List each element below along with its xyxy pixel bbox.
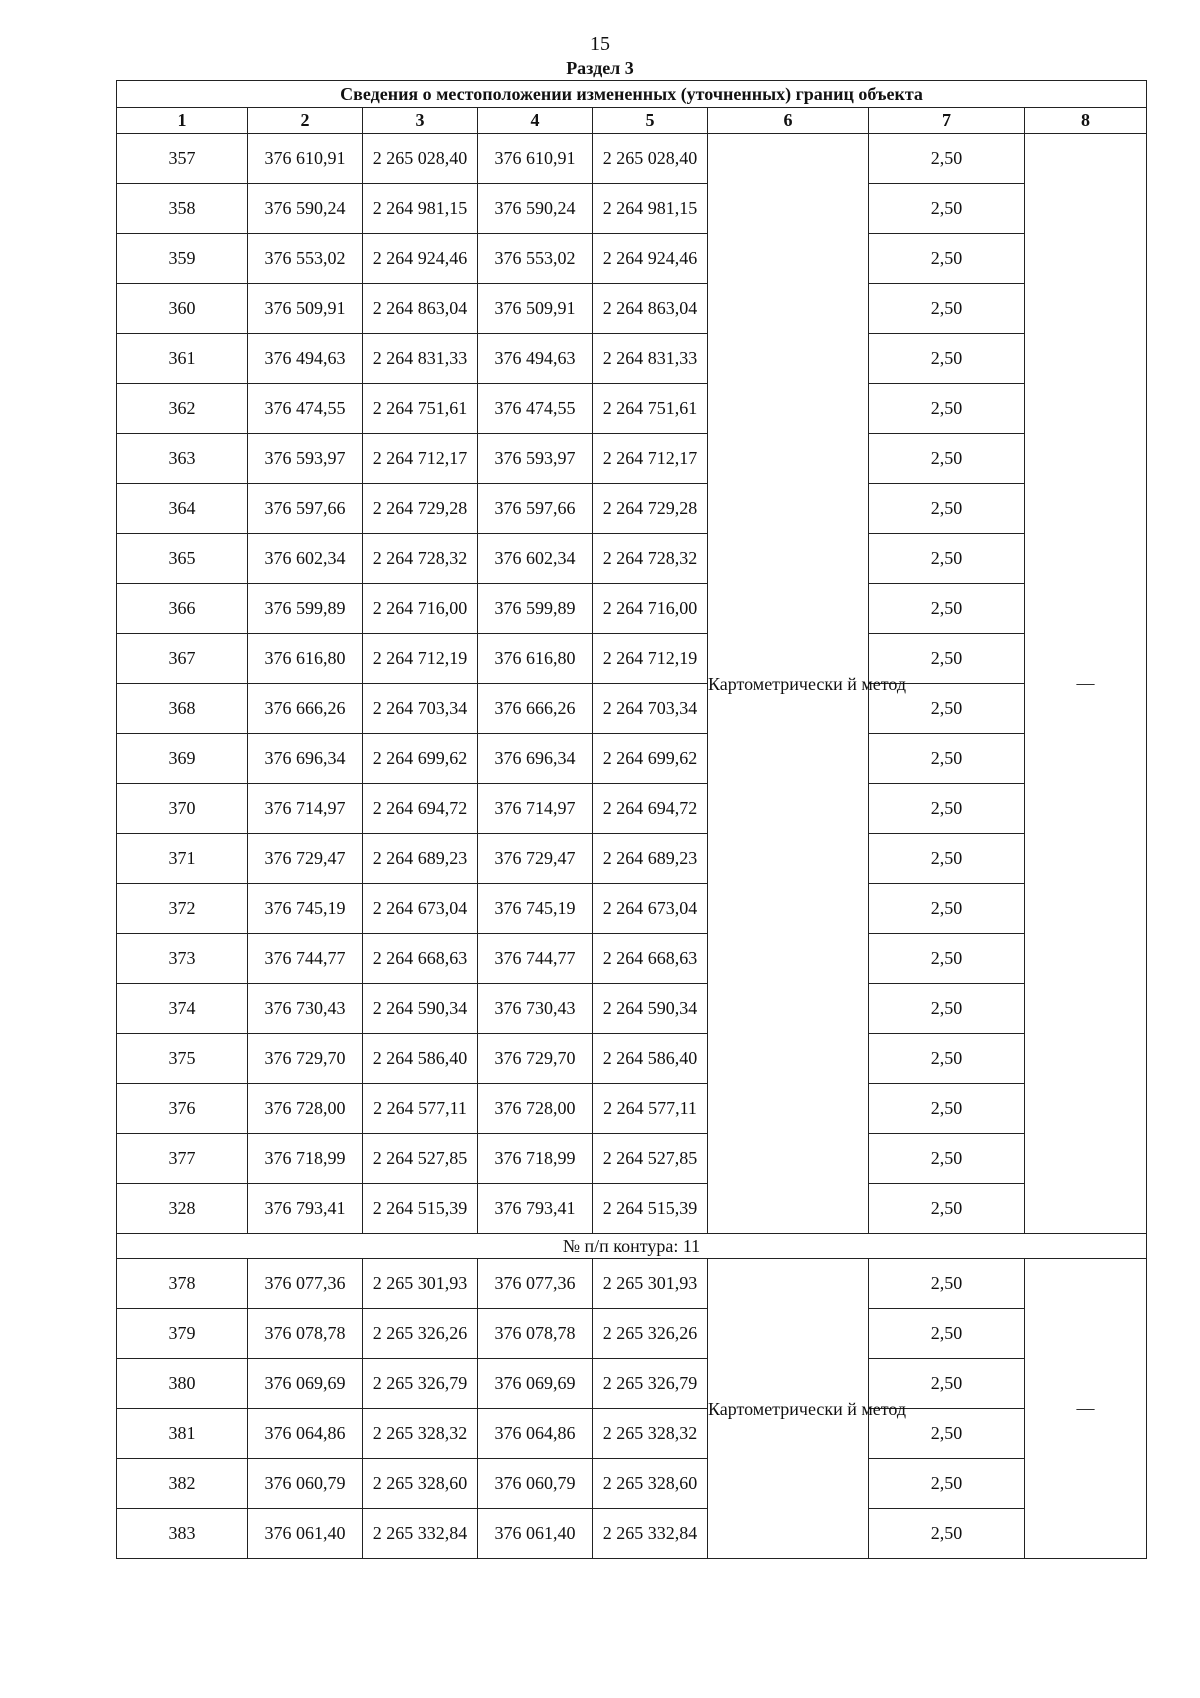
table-caption-row	[117, 81, 1147, 108]
y-new-cell: 2 264 689,23	[593, 834, 708, 884]
x-new-cell: 376 553,02	[478, 234, 593, 284]
x-new-cell: 376 744,77	[478, 934, 593, 984]
accuracy-cell: 2,50	[869, 1459, 1025, 1509]
table-row	[117, 834, 1147, 884]
y-existing-cell: 2 264 673,04	[363, 884, 478, 934]
x-new-cell: 376 509,91	[478, 284, 593, 334]
x-new-cell: 376 666,26	[478, 684, 593, 734]
table-row	[117, 334, 1147, 384]
y-new-cell: 2 265 328,60	[593, 1459, 708, 1509]
point-number-cell: 357	[117, 134, 248, 184]
accuracy-cell: 2,50	[869, 784, 1025, 834]
y-new-cell: 2 264 712,17	[593, 434, 708, 484]
y-new-cell: 2 265 326,79	[593, 1359, 708, 1409]
x-new-cell: 376 069,69	[478, 1359, 593, 1409]
column-8-cell: —	[1025, 1259, 1147, 1559]
y-new-cell: 2 264 590,34	[593, 984, 708, 1034]
table-row	[117, 284, 1147, 334]
table-row	[117, 984, 1147, 1034]
x-existing-cell: 376 077,36	[248, 1259, 363, 1309]
accuracy-cell: 2,50	[869, 134, 1025, 184]
y-new-cell: 2 264 703,34	[593, 684, 708, 734]
y-existing-cell: 2 264 703,34	[363, 684, 478, 734]
point-number-cell: 382	[117, 1459, 248, 1509]
accuracy-cell: 2,50	[869, 1409, 1025, 1459]
x-new-cell: 376 590,24	[478, 184, 593, 234]
point-number-cell: 328	[117, 1184, 248, 1234]
y-new-cell: 2 264 831,33	[593, 334, 708, 384]
column-header: 4	[478, 108, 593, 134]
table-row	[117, 1359, 1147, 1409]
x-existing-cell: 376 069,69	[248, 1359, 363, 1409]
x-new-cell: 376 729,47	[478, 834, 593, 884]
table-row	[117, 484, 1147, 534]
y-existing-cell: 2 264 694,72	[363, 784, 478, 834]
x-existing-cell: 376 729,47	[248, 834, 363, 884]
point-number-cell: 367	[117, 634, 248, 684]
y-existing-cell: 2 264 515,39	[363, 1184, 478, 1234]
x-existing-cell: 376 728,00	[248, 1084, 363, 1134]
accuracy-cell: 2,50	[869, 934, 1025, 984]
table-row	[117, 1084, 1147, 1134]
y-new-cell: 2 264 577,11	[593, 1084, 708, 1134]
y-new-cell: 2 264 863,04	[593, 284, 708, 334]
accuracy-cell: 2,50	[869, 1509, 1025, 1559]
y-new-cell: 2 264 673,04	[593, 884, 708, 934]
x-existing-cell: 376 616,80	[248, 634, 363, 684]
x-existing-cell: 376 474,55	[248, 384, 363, 434]
method-cell: Картометрически й метод	[708, 134, 869, 1234]
accuracy-cell: 2,50	[869, 1084, 1025, 1134]
point-number-cell: 369	[117, 734, 248, 784]
y-existing-cell: 2 264 577,11	[363, 1084, 478, 1134]
x-new-cell: 376 729,70	[478, 1034, 593, 1084]
accuracy-cell: 2,50	[869, 734, 1025, 784]
column-header: 5	[593, 108, 708, 134]
y-existing-cell: 2 264 981,15	[363, 184, 478, 234]
accuracy-cell: 2,50	[869, 1034, 1025, 1084]
x-new-cell: 376 078,78	[478, 1309, 593, 1359]
point-number-cell: 371	[117, 834, 248, 884]
y-new-cell: 2 265 328,32	[593, 1409, 708, 1459]
method-cell: Картометрически й метод	[708, 1259, 869, 1559]
x-new-cell: 376 474,55	[478, 384, 593, 434]
y-new-cell: 2 265 028,40	[593, 134, 708, 184]
point-number-cell: 365	[117, 534, 248, 584]
y-existing-cell: 2 265 328,60	[363, 1459, 478, 1509]
y-existing-cell: 2 265 332,84	[363, 1509, 478, 1559]
point-number-cell: 361	[117, 334, 248, 384]
point-number-cell: 368	[117, 684, 248, 734]
y-existing-cell: 2 265 301,93	[363, 1259, 478, 1309]
page-number: 15	[590, 33, 610, 55]
y-new-cell: 2 264 699,62	[593, 734, 708, 784]
y-existing-cell: 2 264 527,85	[363, 1134, 478, 1184]
x-new-cell: 376 593,97	[478, 434, 593, 484]
x-existing-cell: 376 745,19	[248, 884, 363, 934]
y-existing-cell: 2 264 586,40	[363, 1034, 478, 1084]
y-new-cell: 2 264 586,40	[593, 1034, 708, 1084]
column-header: 1	[117, 108, 248, 134]
table-row	[117, 1259, 1147, 1309]
x-new-cell: 376 728,00	[478, 1084, 593, 1134]
accuracy-cell: 2,50	[869, 584, 1025, 634]
column-header: 6	[708, 108, 869, 134]
contour-label-row	[117, 1234, 1147, 1259]
y-existing-cell: 2 264 699,62	[363, 734, 478, 784]
point-number-cell: 373	[117, 934, 248, 984]
y-new-cell: 2 264 716,00	[593, 584, 708, 634]
y-new-cell: 2 264 694,72	[593, 784, 708, 834]
table-row	[117, 1134, 1147, 1184]
x-new-cell: 376 616,80	[478, 634, 593, 684]
y-new-cell: 2 264 981,15	[593, 184, 708, 234]
point-number-cell: 380	[117, 1359, 248, 1409]
x-existing-cell: 376 718,99	[248, 1134, 363, 1184]
point-number-cell: 381	[117, 1409, 248, 1459]
table-row	[117, 1409, 1147, 1459]
accuracy-cell: 2,50	[869, 284, 1025, 334]
y-existing-cell: 2 265 326,26	[363, 1309, 478, 1359]
x-existing-cell: 376 744,77	[248, 934, 363, 984]
accuracy-cell: 2,50	[869, 1259, 1025, 1309]
table-body	[117, 134, 1147, 1559]
table-row	[117, 134, 1147, 184]
table-row	[117, 384, 1147, 434]
x-existing-cell: 376 714,97	[248, 784, 363, 834]
column-header: 2	[248, 108, 363, 134]
table-row	[117, 234, 1147, 284]
x-existing-cell: 376 509,91	[248, 284, 363, 334]
accuracy-cell: 2,50	[869, 634, 1025, 684]
point-number-cell: 370	[117, 784, 248, 834]
x-existing-cell: 376 729,70	[248, 1034, 363, 1084]
y-existing-cell: 2 264 831,33	[363, 334, 478, 384]
boundary-coordinates-table	[116, 80, 1147, 1559]
point-number-cell: 377	[117, 1134, 248, 1184]
table-row	[117, 784, 1147, 834]
x-new-cell: 376 718,99	[478, 1134, 593, 1184]
table-row	[117, 1184, 1147, 1234]
x-new-cell: 376 077,36	[478, 1259, 593, 1309]
x-existing-cell: 376 793,41	[248, 1184, 363, 1234]
table-row	[117, 934, 1147, 984]
accuracy-cell: 2,50	[869, 1134, 1025, 1184]
column-header-row	[117, 108, 1147, 134]
point-number-cell: 376	[117, 1084, 248, 1134]
column-header: 3	[363, 108, 478, 134]
table-row	[117, 434, 1147, 484]
accuracy-cell: 2,50	[869, 684, 1025, 734]
column-header: 7	[869, 108, 1025, 134]
x-existing-cell: 376 730,43	[248, 984, 363, 1034]
point-number-cell: 363	[117, 434, 248, 484]
y-existing-cell: 2 264 590,34	[363, 984, 478, 1034]
accuracy-cell: 2,50	[869, 334, 1025, 384]
accuracy-cell: 2,50	[869, 884, 1025, 934]
y-new-cell: 2 264 712,19	[593, 634, 708, 684]
point-number-cell: 378	[117, 1259, 248, 1309]
x-existing-cell: 376 597,66	[248, 484, 363, 534]
table-row	[117, 1034, 1147, 1084]
accuracy-cell: 2,50	[869, 184, 1025, 234]
point-number-cell: 366	[117, 584, 248, 634]
accuracy-cell: 2,50	[869, 984, 1025, 1034]
x-new-cell: 376 793,41	[478, 1184, 593, 1234]
y-new-cell: 2 265 326,26	[593, 1309, 708, 1359]
point-number-cell: 383	[117, 1509, 248, 1559]
point-number-cell: 358	[117, 184, 248, 234]
x-existing-cell: 376 666,26	[248, 684, 363, 734]
table-row	[117, 1459, 1147, 1509]
table-row	[117, 534, 1147, 584]
x-new-cell: 376 597,66	[478, 484, 593, 534]
x-new-cell: 376 696,34	[478, 734, 593, 784]
point-number-cell: 362	[117, 384, 248, 434]
accuracy-cell: 2,50	[869, 1359, 1025, 1409]
accuracy-cell: 2,50	[869, 534, 1025, 584]
point-number-cell: 360	[117, 284, 248, 334]
y-new-cell: 2 265 332,84	[593, 1509, 708, 1559]
y-new-cell: 2 264 728,32	[593, 534, 708, 584]
point-number-cell: 372	[117, 884, 248, 934]
column-header: 8	[1025, 108, 1147, 134]
y-existing-cell: 2 264 712,17	[363, 434, 478, 484]
y-new-cell: 2 265 301,93	[593, 1259, 708, 1309]
y-existing-cell: 2 264 729,28	[363, 484, 478, 534]
y-existing-cell: 2 264 712,19	[363, 634, 478, 684]
table-row	[117, 1309, 1147, 1359]
table-caption: Сведения о местоположении измененных (уточненных) границ объекта	[117, 81, 1147, 108]
contour-label: № п/п контура: 11	[117, 1234, 1147, 1259]
y-new-cell: 2 264 515,39	[593, 1184, 708, 1234]
accuracy-cell: 2,50	[869, 834, 1025, 884]
y-new-cell: 2 264 668,63	[593, 934, 708, 984]
y-existing-cell: 2 264 863,04	[363, 284, 478, 334]
accuracy-cell: 2,50	[869, 1184, 1025, 1234]
accuracy-cell: 2,50	[869, 1309, 1025, 1359]
accuracy-cell: 2,50	[869, 484, 1025, 534]
y-existing-cell: 2 265 028,40	[363, 134, 478, 184]
y-existing-cell: 2 264 689,23	[363, 834, 478, 884]
x-new-cell: 376 745,19	[478, 884, 593, 934]
accuracy-cell: 2,50	[869, 234, 1025, 284]
point-number-cell: 375	[117, 1034, 248, 1084]
point-number-cell: 364	[117, 484, 248, 534]
x-existing-cell: 376 494,63	[248, 334, 363, 384]
y-existing-cell: 2 264 751,61	[363, 384, 478, 434]
point-number-cell: 379	[117, 1309, 248, 1359]
y-new-cell: 2 264 729,28	[593, 484, 708, 534]
accuracy-cell: 2,50	[869, 434, 1025, 484]
table-row	[117, 634, 1147, 684]
x-existing-cell: 376 610,91	[248, 134, 363, 184]
y-existing-cell: 2 264 924,46	[363, 234, 478, 284]
x-new-cell: 376 060,79	[478, 1459, 593, 1509]
y-new-cell: 2 264 924,46	[593, 234, 708, 284]
x-new-cell: 376 599,89	[478, 584, 593, 634]
x-new-cell: 376 730,43	[478, 984, 593, 1034]
x-existing-cell: 376 599,89	[248, 584, 363, 634]
table-row	[117, 184, 1147, 234]
x-existing-cell: 376 602,34	[248, 534, 363, 584]
x-new-cell: 376 494,63	[478, 334, 593, 384]
x-new-cell: 376 061,40	[478, 1509, 593, 1559]
y-existing-cell: 2 264 728,32	[363, 534, 478, 584]
table-row	[117, 684, 1147, 734]
table-row	[117, 1509, 1147, 1559]
y-existing-cell: 2 265 326,79	[363, 1359, 478, 1409]
x-new-cell: 376 714,97	[478, 784, 593, 834]
column-8-cell: —	[1025, 134, 1147, 1234]
x-existing-cell: 376 064,86	[248, 1409, 363, 1459]
x-existing-cell: 376 593,97	[248, 434, 363, 484]
y-existing-cell: 2 265 328,32	[363, 1409, 478, 1459]
x-existing-cell: 376 078,78	[248, 1309, 363, 1359]
y-existing-cell: 2 264 668,63	[363, 934, 478, 984]
y-existing-cell: 2 264 716,00	[363, 584, 478, 634]
x-existing-cell: 376 060,79	[248, 1459, 363, 1509]
x-existing-cell: 376 061,40	[248, 1509, 363, 1559]
point-number-cell: 359	[117, 234, 248, 284]
x-existing-cell: 376 696,34	[248, 734, 363, 784]
y-new-cell: 2 264 527,85	[593, 1134, 708, 1184]
section-title: Раздел 3	[566, 58, 634, 78]
table-row	[117, 734, 1147, 784]
x-new-cell: 376 610,91	[478, 134, 593, 184]
y-new-cell: 2 264 751,61	[593, 384, 708, 434]
table-row	[117, 884, 1147, 934]
accuracy-cell: 2,50	[869, 384, 1025, 434]
x-existing-cell: 376 590,24	[248, 184, 363, 234]
point-number-cell: 374	[117, 984, 248, 1034]
x-existing-cell: 376 553,02	[248, 234, 363, 284]
x-new-cell: 376 602,34	[478, 534, 593, 584]
table-row	[117, 584, 1147, 634]
x-new-cell: 376 064,86	[478, 1409, 593, 1459]
